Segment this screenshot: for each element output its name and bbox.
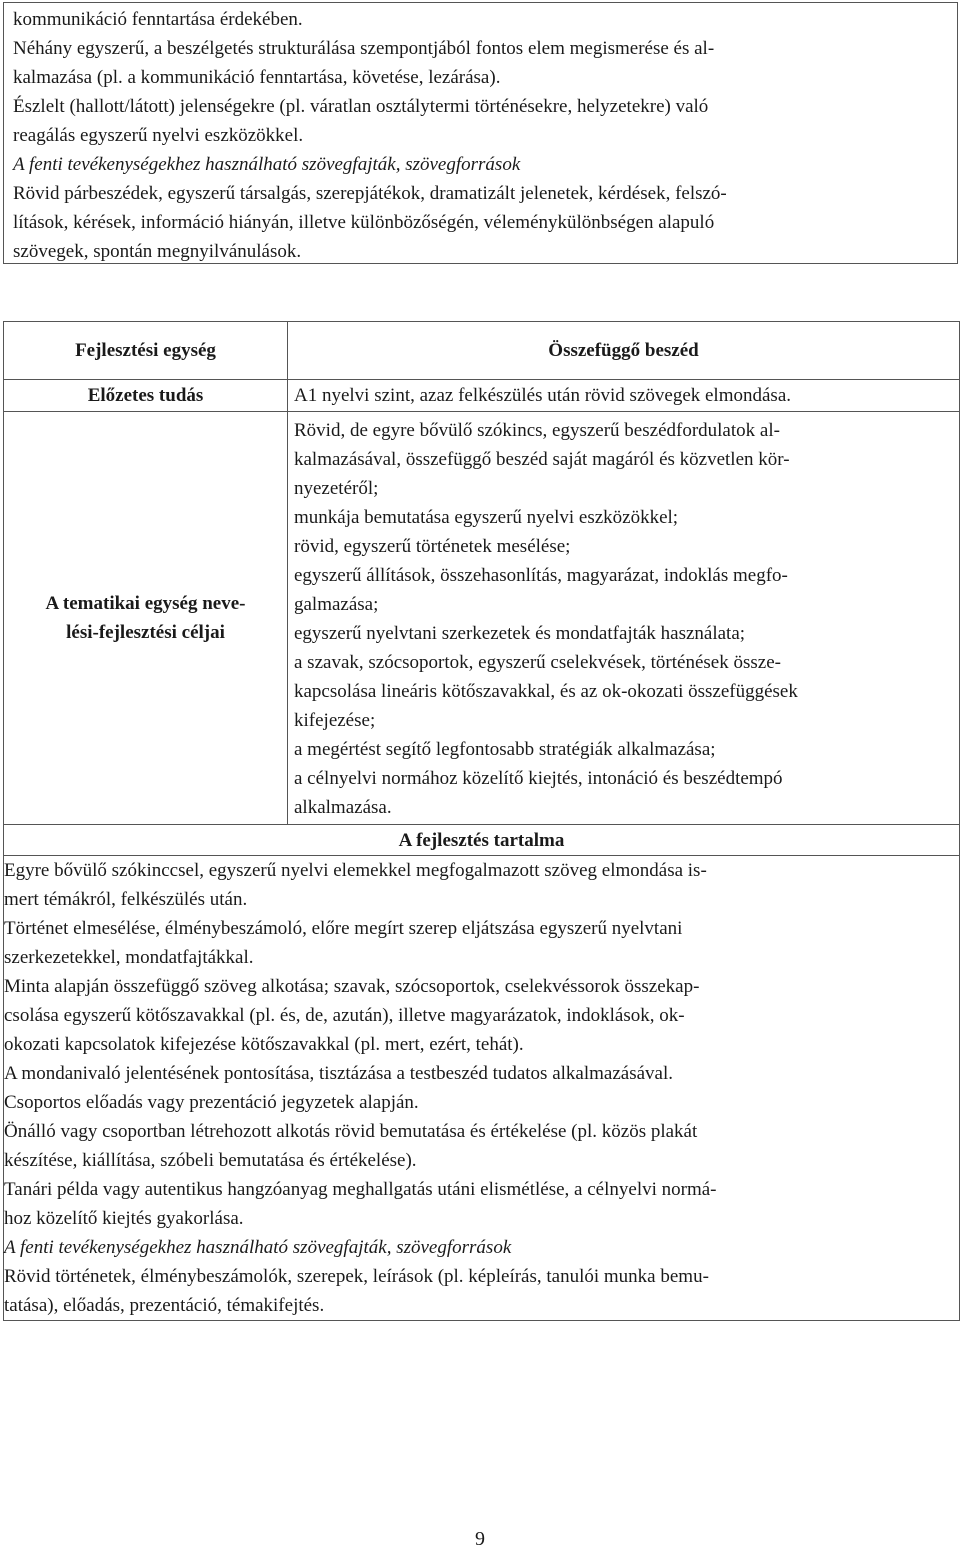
prior-knowledge-row <box>4 380 960 412</box>
text-line: kommunikáció fenntartása érdekében. <box>13 9 303 30</box>
goals-line: munkája bemutatása egyszerű nyelvi eszközökkel; <box>294 507 679 528</box>
content-line: készítése, kiállítása, szóbeli bemutatása és értékelése). <box>4 1150 417 1171</box>
prior-knowledge-value: A1 nyelvi szint, azaz felkészülés után rövid szövegek elmondása. <box>288 380 960 412</box>
content-line: A mondanivaló jelentésének pontosítása, tisztázása a testbeszéd tudatos alkalmazásával. <box>4 1063 673 1084</box>
unit-header-row <box>4 322 960 380</box>
goals-line: galmazása; <box>294 594 379 615</box>
goals-label-line: A tematikai egység neve- <box>45 593 246 614</box>
goals-line: kalmazásával, összefüggő beszéd saját magáról és közvetlen kör- <box>294 449 790 470</box>
goals-line: alkalmazása. <box>294 797 392 818</box>
content-line: hoz közelítő kiejtés gyakorlása. <box>4 1208 244 1229</box>
goals-label <box>4 412 288 825</box>
text-line: szövegek, spontán megnyilvánulások. <box>13 241 302 262</box>
unit-header-value: Összefüggő beszéd <box>288 322 960 380</box>
text-line: Rövid párbeszédek, egyszerű társalgás, szerepjátékok, dramatizált jelenetek, kérdések, felszó- <box>13 183 727 204</box>
sources-line: Rövid történetek, élménybeszámolók, szerepek, leírások (pl. képleírás, tanulói munka bemu- <box>4 1266 709 1287</box>
goals-row <box>4 412 960 825</box>
content-line: Tanári példa vagy autentikus hangzóanyag meghallgatás utáni elismétlése, a célnyelvi normá- <box>4 1179 717 1200</box>
content-line: Egyre bővülő szókinccsel, egyszerű nyelvi elemekkel megfogalmazott szöveg elmondása is- <box>4 860 707 881</box>
goals-line: a célnyelvi normához közelítő kiejtés, intonáció és beszédtempó <box>294 768 783 789</box>
previous-section-box <box>3 2 958 264</box>
goals-line: egyszerű nyelvtani szerkezetek és mondatfajták használata; <box>294 623 746 644</box>
goals-line: egyszerű állítások, összehasonlítás, magyarázat, indoklás megfo- <box>294 565 788 586</box>
development-unit-table <box>3 321 960 1321</box>
goals-line: kifejezése; <box>294 710 376 731</box>
goals-line: a megértést segítő legfontosabb stratégiák alkalmazása; <box>294 739 716 760</box>
goals-label-line: lési-fejlesztési céljai <box>66 622 225 643</box>
text-line: kalmazása (pl. a kommunikáció fenntartása, követése, lezárása). <box>13 67 501 88</box>
goals-line: Rövid, de egyre bővülő szókincs, egyszerű beszédfordulatok al- <box>294 420 780 441</box>
sources-line: tatása), előadás, prezentáció, témakifejtés. <box>4 1295 325 1316</box>
page-number: 9 <box>475 1528 485 1550</box>
content-body <box>4 856 960 1321</box>
text-line: lítások, kérések, információ hiányán, illetve különbözőségén, véleménykülönbségen alapuló <box>13 212 715 233</box>
text-line: Néhány egyszerű, a beszélgetés strukturálása szempontjából fontos elem megismerése és al- <box>13 38 715 59</box>
content-heading-row <box>4 825 960 856</box>
goals-line: nyezetéről; <box>294 478 379 499</box>
text-line: reagálás egyszerű nyelvi eszközökkel. <box>13 125 304 146</box>
content-line: Önálló vagy csoportban létrehozott alkotás rövid bemutatása és értékelése (pl. közös plakát <box>4 1121 698 1142</box>
goals-value <box>288 412 960 825</box>
goals-line: a szavak, szócsoportok, egyszerű cselekvések, történések össze- <box>294 652 781 673</box>
content-heading: A fejlesztés tartalma <box>4 825 960 856</box>
text-line: Észlelt (hallott/látott) jelenségekre (pl. váratlan osztálytermi történésekre, helyzetekre) való <box>13 96 709 117</box>
content-line: Csoportos előadás vagy prezentáció jegyzetek alapján. <box>4 1092 419 1113</box>
content-line: Minta alapján összefüggő szöveg alkotása; szavak, szócsoportok, cselekvéssorok összekap- <box>4 976 700 997</box>
content-line: okozati kapcsolatok kifejezése kötőszavakkal (pl. mert, ezért, tehát). <box>4 1034 524 1055</box>
content-line: mert témákról, felkészülés után. <box>4 889 248 910</box>
content-line: szerkezetekkel, mondatfajtákkal. <box>4 947 254 968</box>
content-line: csolása egyszerű kötőszavakkal (pl. és, de, azután), illetve magyarázatok, indoklások, ok- <box>4 1005 685 1026</box>
goals-line: rövid, egyszerű történetek mesélése; <box>294 536 571 557</box>
text-sources-heading: A fenti tevékenységekhez használható szövegfajták, szövegforrások <box>13 154 521 175</box>
sources-heading: A fenti tevékenységekhez használható szövegfajták, szövegforrások <box>4 1237 512 1258</box>
content-line: Történet elmesélése, élménybeszámoló, előre megírt szerep eljátszása egyszerű nyelvtani <box>4 918 683 939</box>
content-row <box>4 856 960 1321</box>
prior-knowledge-label: Előzetes tudás <box>4 380 288 412</box>
unit-header-label: Fejlesztési egység <box>4 322 288 380</box>
goals-line: kapcsolása lineáris kötőszavakkal, és az ok-okozati összefüggések <box>294 681 798 702</box>
